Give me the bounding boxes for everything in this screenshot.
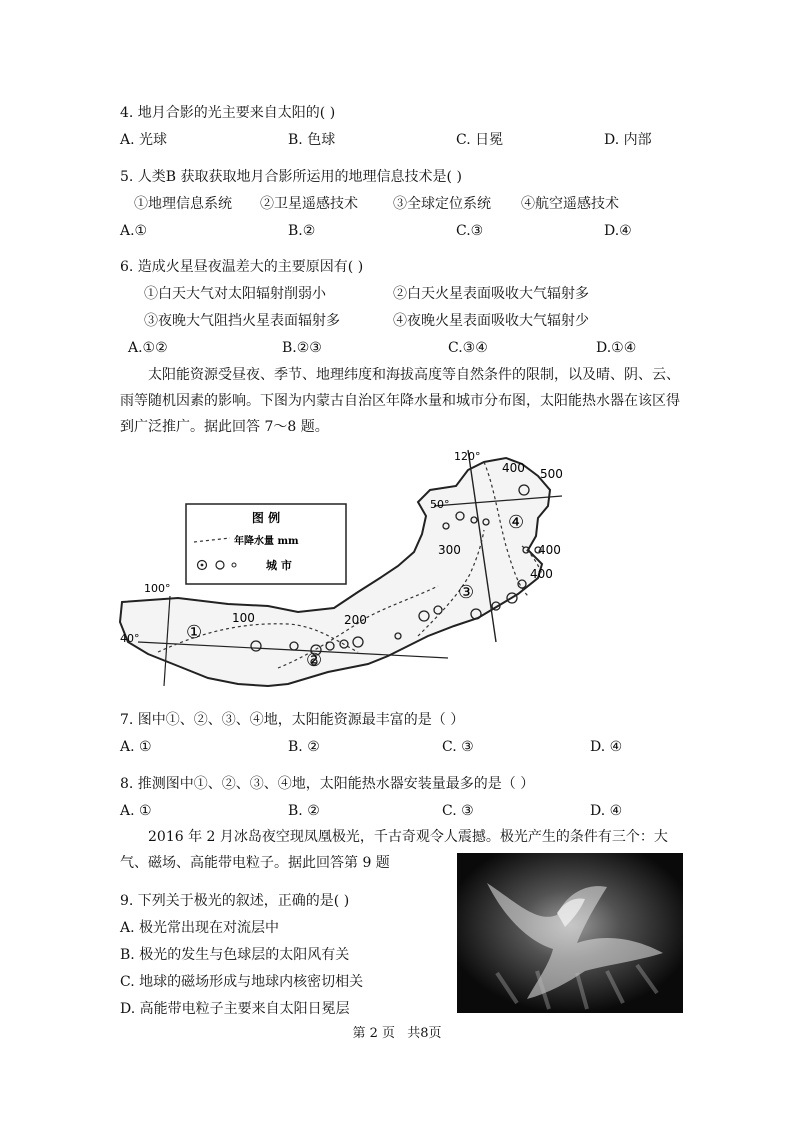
q4-option-c: C. 日冕 (456, 132, 504, 148)
q4-option-d: D. 内部 (604, 132, 652, 148)
legend-isohyet-label: 年降水量 mm (234, 536, 299, 547)
lon-label-100: 100° (144, 582, 171, 595)
q5-item-4: ④航空遥感技术 (521, 196, 619, 212)
q6-stem: 6. 造成火星昼夜温差大的主要原因有( ) (120, 259, 364, 275)
region-label-4: ④ (508, 512, 525, 533)
q5-item-2: ②卫星遥感技术 (260, 196, 358, 212)
q6-item-1: ①白天大气对太阳辐射削弱小 (144, 286, 326, 302)
q7-option-c: C. ③ (442, 739, 474, 755)
page-number: 第 2 页 (352, 1026, 396, 1041)
q5-stem: 5. 人类B 获取获取地月合影所运用的地理信息技术是( ) (120, 169, 462, 185)
q6-option-c: C.③④ (448, 340, 488, 356)
region-label-1: ① (186, 622, 203, 643)
passage-aurora: 2016 年 2 月冰岛夜空现凤凰极光，千古奇观令人震撼。极光产生的条件有三个：大气、磁场、高能带电粒子。据此回答第 9 题 (120, 829, 668, 871)
passage-solar: 太阳能资源受昼夜、季节、地理纬度和海拔高度等自然条件的限制，以及晴、阴、云、雨等随机因素的影响。下图为内蒙古自治区年降水量和城市分布图，太阳能热水器在该区得到广泛推广。据此回答 7～8 题。 (120, 367, 680, 435)
q6-item-2: ②白天火星表面吸收大气辐射多 (393, 286, 589, 302)
q7-option-b: B. ② (288, 739, 320, 755)
q7-option-d: D. ④ (590, 739, 623, 755)
isohyet-label-400-se: 400 (530, 567, 553, 581)
q5-option-d: D.④ (604, 223, 632, 239)
q5-option-a: A.① (120, 223, 148, 239)
q5-option-b: B.② (288, 223, 316, 239)
q9-option-d: D. 高能带电粒子主要来自太阳日冕层 (120, 1001, 350, 1017)
q5-option-c: C.③ (456, 223, 484, 239)
q9-stem: 9. 下列关于极光的叙述，正确的是( ) (120, 893, 350, 909)
page-total: 共8页 (407, 1026, 442, 1041)
isohyet-label-300: 300 (438, 543, 461, 557)
q5-item-3: ③全球定位系统 (393, 196, 491, 212)
isohyet-label-200: 200 (344, 613, 367, 627)
q4-option-a: A. 光球 (120, 132, 168, 148)
q8-option-c: C. ③ (442, 803, 474, 819)
q8-option-d: D. ④ (590, 803, 623, 819)
q8-option-a: A. ① (120, 803, 152, 819)
isohyet-label-400-n: 400 (502, 461, 525, 475)
phoenix-aurora-photo (457, 853, 683, 1013)
q8-option-b: B. ② (288, 803, 320, 819)
q7-option-a: A. ① (120, 739, 152, 755)
lon-label-120: 120° (454, 450, 481, 463)
isohyet-label-500: 500 (540, 467, 563, 481)
q6-option-a: A.①② (128, 340, 168, 356)
q7-stem: 7. 图中①、②、③、④地，太阳能资源最丰富的是（ ） (120, 712, 465, 728)
inner-mongolia-map (118, 446, 578, 692)
q4-option-b: B. 色球 (288, 132, 336, 148)
isohyet-label-100: 100 (232, 611, 255, 625)
lat-label-40: 40° (120, 632, 140, 645)
page-footer (0, 1026, 794, 1042)
q6-option-d: D.①④ (596, 340, 637, 356)
legend-city-label: 城 市 (266, 559, 292, 572)
q9-option-a: A. 极光常出现在对流层中 (120, 920, 280, 936)
q4-stem: 4. 地月合影的光主要来自太阳的( ) (120, 105, 336, 121)
q6-option-b: B.②③ (282, 340, 322, 356)
q8-stem: 8. 推测图中①、②、③、④地，太阳能热水器安装量最多的是（ ） (120, 776, 535, 792)
q9-option-c: C. 地球的磁场形成与地球内核密切相关 (120, 974, 364, 990)
region-label-2: ② (306, 650, 323, 671)
lat-label-50: 50° (430, 498, 450, 511)
q9-option-b: B. 极光的发生与色球层的太阳风有关 (120, 947, 350, 963)
q6-item-3: ③夜晚大气阻挡火星表面辐射多 (144, 313, 340, 329)
q6-item-4: ④夜晚火星表面吸收大气辐射少 (393, 313, 589, 329)
isohyet-label-400-e: 400 (538, 543, 561, 557)
q5-item-1: ①地理信息系统 (134, 196, 232, 212)
legend-title: 图 例 (251, 511, 281, 525)
region-label-3: ③ (458, 582, 475, 603)
